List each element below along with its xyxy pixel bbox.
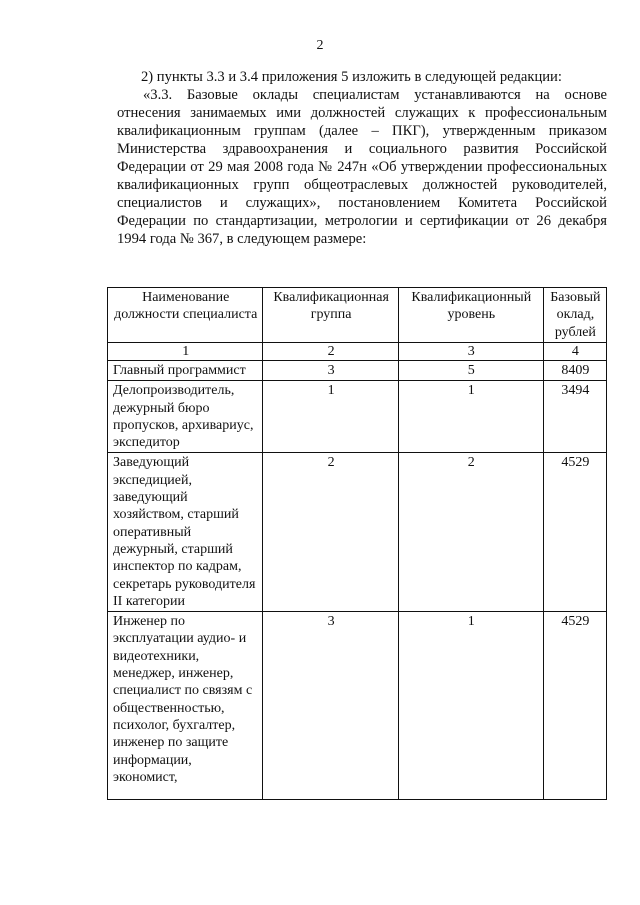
salary-cell: 4529 xyxy=(543,453,606,612)
column-number-row xyxy=(108,343,607,361)
header-base-salary: Базовый оклад, рублей xyxy=(543,288,606,343)
table-header-row xyxy=(108,288,607,343)
page-number: 2 xyxy=(316,38,324,53)
salary-cell: 8409 xyxy=(543,361,606,381)
column-number: 2 xyxy=(263,343,398,361)
level-cell: 5 xyxy=(398,361,543,381)
table-row xyxy=(108,361,607,381)
salary-cell: 4529 xyxy=(543,612,606,800)
group-cell: 1 xyxy=(263,381,398,453)
amendment-item: 2) пункты 3.3 и 3.4 приложения 5 изложить в следующей редакции: xyxy=(141,69,562,85)
level-cell: 1 xyxy=(398,381,543,453)
column-number: 3 xyxy=(398,343,543,361)
position-name-cell: Делопроизводитель, дежурный бюро пропусков, архивариус, экспедитор xyxy=(108,381,263,453)
table-row xyxy=(108,453,607,612)
level-cell: 2 xyxy=(398,453,543,612)
level-cell: 1 xyxy=(398,612,543,800)
body-text xyxy=(117,68,607,248)
salary-table xyxy=(107,287,607,800)
header-qualification-level: Квалификационный уровень xyxy=(398,288,543,343)
group-cell: 2 xyxy=(263,453,398,612)
column-number: 4 xyxy=(543,343,606,361)
table-row xyxy=(108,612,607,800)
position-name-cell: Инженер по эксплуатации аудио- и видеотехники, менеджер, инженер, специалист по связям с общественностью, психолог, бухгалтер, инженер по защите информации, экономист, xyxy=(108,612,263,800)
clause-paragraph: «3.3. Базовые оклады специалистам устанавливаются на основе отнесения занимаемых ими должностей служащих к профессиональным квалификационным группам (далее – ПКГ), утвержденным приказом Министерства здравоохранения и социального развития Российской Федерации от 29 мая 2008 года № 247н «Об утверждении профессиональных квалификационных групп общеотраслевых должностей руководителей, специалистов и служащих», постановлением Комитета Российской Федерации по стандартизации, метрологии и сертификации от 26 декабря 1994 года № 367, в следующем размере: xyxy=(117,87,607,247)
position-name-cell: Главный программист xyxy=(108,361,263,381)
group-cell: 3 xyxy=(263,612,398,800)
column-number: 1 xyxy=(108,343,263,361)
header-position-name: Наименование должности специалиста xyxy=(108,288,263,343)
position-name-cell: Заведующий экспедицией, заведующий хозяйством, старший оперативный дежурный, старший инспектор по кадрам, секретарь руководителя II категории xyxy=(108,453,263,612)
salary-cell: 3494 xyxy=(543,381,606,453)
group-cell: 3 xyxy=(263,361,398,381)
table-row xyxy=(108,381,607,453)
header-qualification-group: Квалификационная группа xyxy=(263,288,398,343)
